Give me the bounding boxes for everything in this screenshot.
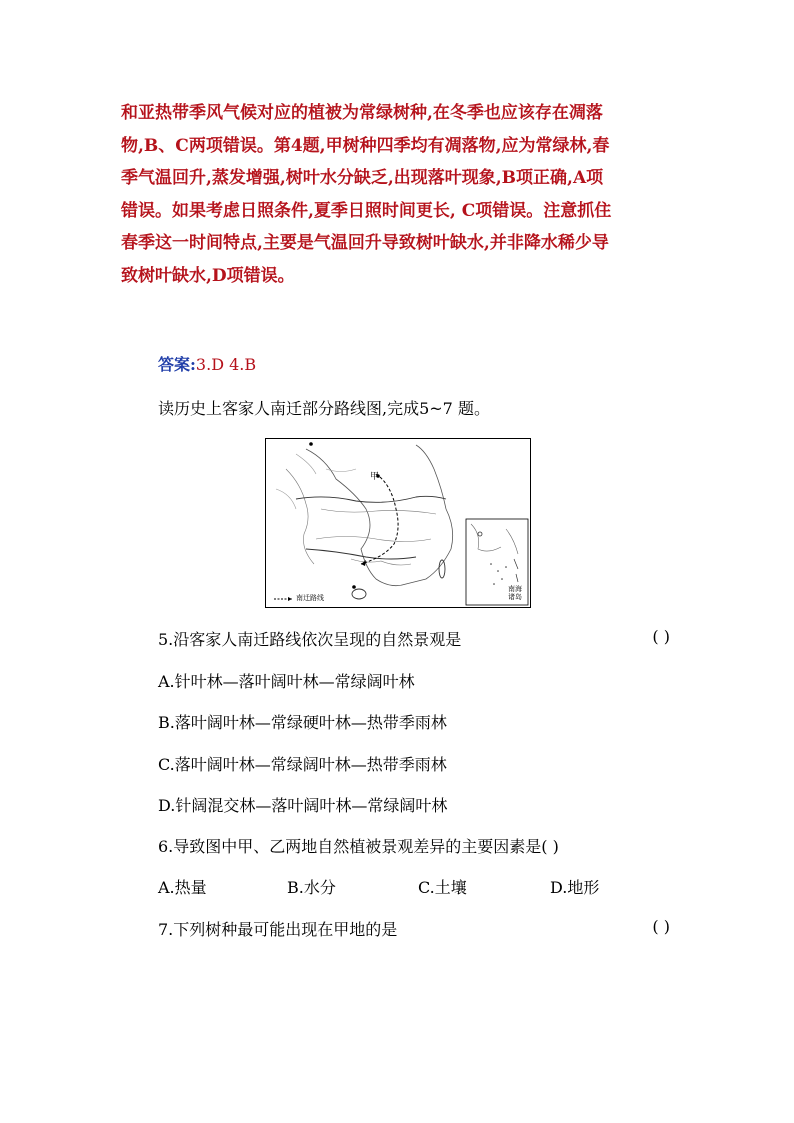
- explanation-line: 季气温回升,蒸发增强,树叶水分缺乏,出现落叶现象,B项正确,A项: [121, 168, 604, 188]
- answer-line: [158, 352, 256, 375]
- question-6-option-c: C.土壤: [418, 878, 467, 897]
- question-5-answer-blank: ( ): [652, 627, 670, 646]
- explanation-line: 和亚热带季风气候对应的植被为常绿树种,在冬季也应该存在凋落: [121, 103, 603, 123]
- explanation-line: 春季这一时间特点,主要是气温回升导致树叶缺水,并非降水稀少导: [121, 233, 609, 253]
- question-5-stem: 5.沿客家人南迁路线依次呈现的自然景观是: [158, 630, 462, 649]
- answer-label: 答案:: [158, 355, 196, 374]
- explanation-text: [121, 97, 676, 292]
- question-7: [158, 917, 670, 940]
- map-inset-label: 南海诸岛: [508, 585, 522, 601]
- question-5-option-d: D.针阔混交林—落叶阔叶林—常绿阔叶林: [158, 796, 448, 815]
- question-5: [158, 627, 670, 650]
- migration-route-map: [265, 438, 531, 608]
- question-5-option-b: B.落叶阔叶林—常绿硬叶林—热带季雨林: [158, 713, 447, 732]
- question-6-option-d: D.地形: [550, 878, 600, 897]
- question-6-stem: 6.导致图中甲、乙两地自然植被景观差异的主要因素是( ): [158, 837, 559, 856]
- map-figure: [266, 439, 530, 607]
- map-label-jia: 甲: [370, 472, 380, 482]
- map-legend-label: 南迁路线: [296, 594, 324, 602]
- question-6-option-a: A.热量: [158, 878, 207, 897]
- question-7-answer-blank: ( ): [652, 917, 670, 936]
- explanation-line: 物,B、C两项错误。第4题,甲树种四季均有凋落物,应为常绿林,春: [121, 135, 610, 156]
- question-intro: 读历史上客家人南迁部分路线图,完成5~7 题。: [158, 399, 490, 418]
- explanation-line: 错误。如果考虑日照条件,夏季日照时间更长, C项错误。注意抓住: [121, 200, 612, 221]
- question-5-option-a: A.针叶林—落叶阔叶林—常绿阔叶林: [158, 672, 415, 691]
- question-6-option-b: B.水分: [287, 878, 336, 897]
- question-7-stem: 7.下列树种最可能出现在甲地的是: [158, 920, 398, 939]
- explanation-line: 致树叶缺水,D项错误。: [121, 265, 295, 286]
- answer-value: 3.D 4.B: [195, 355, 257, 374]
- question-5-option-c: C.落叶阔叶林—常绿阔叶林—热带季雨林: [158, 755, 447, 774]
